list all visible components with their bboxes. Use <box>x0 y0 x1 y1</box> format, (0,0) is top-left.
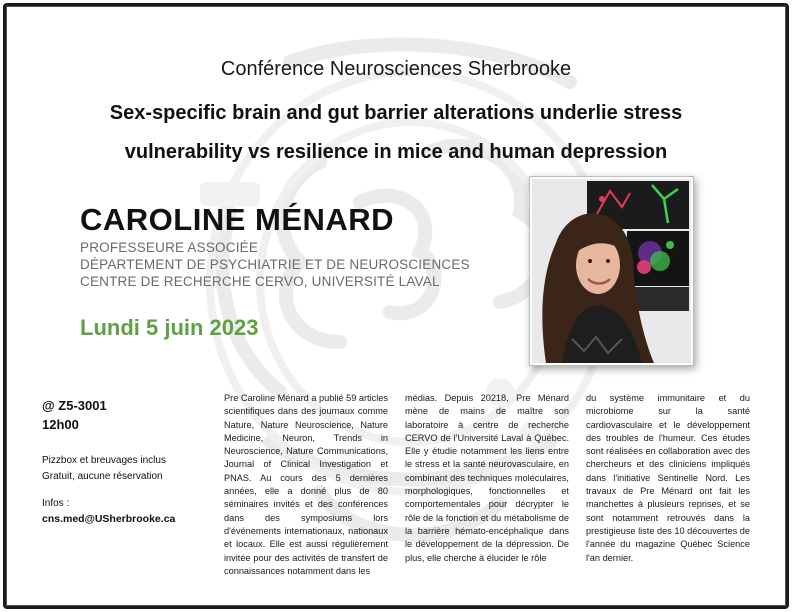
talk-title-line-2: vulnerability vs resilience in mice and human depression <box>124 141 668 163</box>
event-name: Conférence Neurosciences Sherbrooke <box>220 58 572 80</box>
food-note: Pizzbox et breuvages inclus <box>42 455 166 466</box>
bio-column-2: médias. Depuis 20218, Pre Ménard mène de mains de maître son laboratoire à centre de recherche CERVO de l'Université Laval à Québec. Elle y étudie notamment les liens entre le stress et la santé neurovasculaire, en combinant des techniques moléculaires, morphologiques, fonctionnelles et comportementales pour décrypter le rôle de la fonction et du métabolisme de la barrière hémato-encéphalique dans le développement de la dépression. De plus, elle cherche à élucider le rôle <box>405 393 569 563</box>
speaker-name: CAROLINE MÉNARD <box>80 202 395 237</box>
event-date: Lundi 5 juin 2023 <box>80 315 259 340</box>
speaker-position: PROFESSEURE ASSOCIÉE <box>80 240 259 255</box>
talk-title-line-1: Sex-specific brain and gut barrier alterations underlie stress <box>109 102 683 124</box>
event-details <box>42 396 212 527</box>
registration-note: Gratuit, aucune réservation <box>42 470 163 482</box>
speaker-photo <box>529 176 694 366</box>
talk-title <box>40 94 752 172</box>
event-time: 12h00 <box>42 417 79 432</box>
speaker-department: DÉPARTEMENT DE PSYCHIATRIE ET DE NEUROSCIENCES <box>80 257 470 272</box>
contact-email-link[interactable]: cns.med@USherbrooke.ca <box>42 512 176 525</box>
bio-column-1: Pre Caroline Ménard a publié 59 articles scientifiques dans des journaux comme Nature, Nature Neuroscience, Nature Medicine, Neuron, Trends in Neuroscience, Nature Communications, Journal of Clinical Investigation et PNAS. Au cours des 5 dernières années, elle a donné plus de 80 séminaires invités et des conférences dans des symposiums lors d'événements internationaux, nationaux et locaux. Elle est aussi régulièrement invitée pour des activités de transfert de connaissances notamment dans les <box>224 393 388 576</box>
speaker-institution: CENTRE DE RECHERCHE CERVO, UNIVERSITÉ LAVAL <box>80 274 440 289</box>
info-label: Infos : <box>42 498 70 509</box>
event-room: @ Z5-3001 <box>42 398 107 413</box>
bio-column-3: du système immunitaire et du microbiome sur la santé cardiovasculaire et le développement des troubles de l'humeur. Ces études sont réalisées en collaboration avec des chercheurs et des cliniciens impliqués dans l'initiative Sentinelle Nord. Les travaux de Pre Ménard ont fait les manchettes à plusieurs reprises, et se sont notamment retrouvés dans la prestigieuse liste des 10 découvertes de l'année du magazine Québec Science l'an dernier. <box>586 393 750 563</box>
